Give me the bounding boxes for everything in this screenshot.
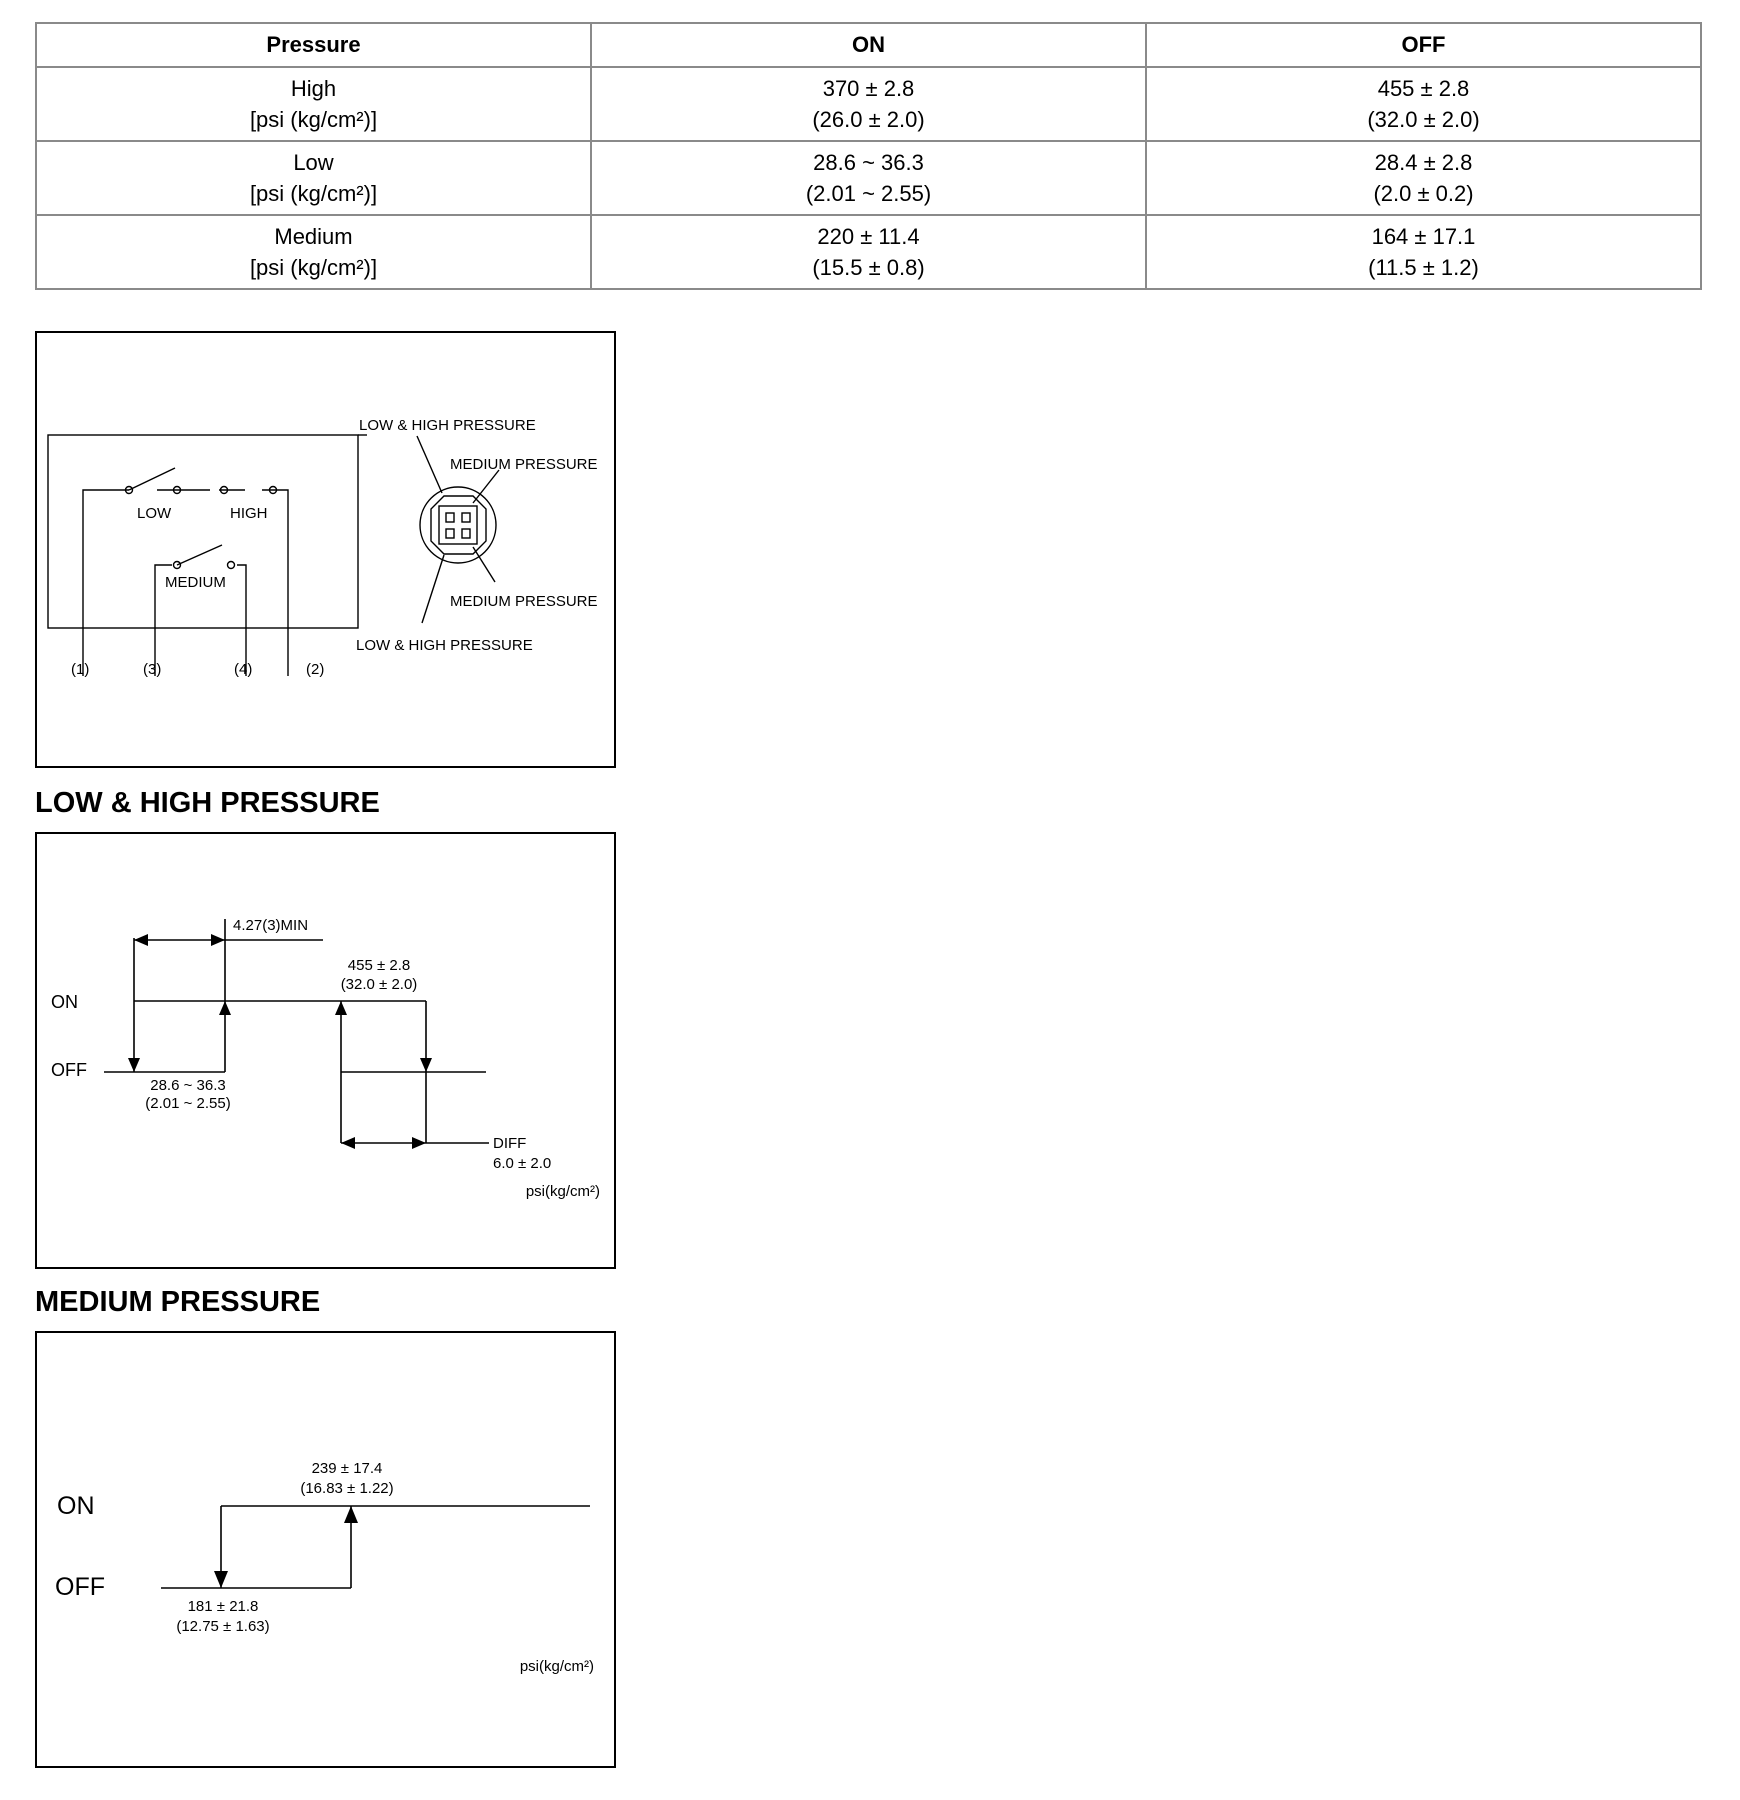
on-value: 28.6 ~ 36.3 [813, 150, 924, 175]
on-value-cell [591, 141, 1146, 215]
min-interval-label: 4.27(3)MIN [233, 917, 309, 934]
medium-pressure-figure [35, 1331, 616, 1768]
low-high-hysteresis-diagram [37, 834, 614, 1267]
on-value-cell [591, 67, 1146, 141]
column-header-on: ON [591, 23, 1146, 67]
row-unit: [psi (kg/cm²)] [249, 255, 378, 280]
low-on-value: 28.6 ~ 36.3 [150, 1077, 226, 1094]
medium-hysteresis-diagram [37, 1333, 614, 1766]
off-value-metric: (32.0 ± 2.0) [1367, 107, 1480, 132]
off-state-label: OFF [51, 1060, 87, 1080]
table-header-row [36, 23, 1701, 67]
on-value: 239 ± 17.4 [311, 1460, 383, 1477]
terminal-4-label: (4) [234, 661, 253, 678]
callout-medium-top: MEDIUM PRESSURE [450, 456, 598, 473]
row-label: High [290, 76, 337, 101]
table-row [36, 141, 1701, 215]
row-label: Low [293, 150, 334, 175]
diff-value: 6.0 ± 2.0 [493, 1155, 552, 1172]
low-high-pressure-heading: LOW & HIGH PRESSURE [35, 787, 380, 819]
off-value: 455 ± 2.8 [1377, 76, 1470, 101]
row-unit: [psi (kg/cm²)] [249, 107, 378, 132]
high-switch-label: HIGH [230, 505, 268, 522]
row-label-cell [36, 141, 591, 215]
off-value-metric: (2.0 ± 0.2) [1373, 181, 1474, 206]
diff-label: DIFF [493, 1135, 527, 1152]
on-value: 370 ± 2.8 [822, 76, 915, 101]
medium-switch-label: MEDIUM [165, 574, 226, 591]
column-header-pressure: Pressure [36, 23, 591, 67]
callout-low-high-top: LOW & HIGH PRESSURE [359, 417, 536, 434]
off-value-cell [1146, 215, 1701, 289]
pressure-spec-table [35, 22, 1702, 290]
off-value-cell [1146, 141, 1701, 215]
off-value: 181 ± 21.8 [187, 1598, 259, 1615]
row-label-cell [36, 67, 591, 141]
table-row [36, 67, 1701, 141]
on-value: 220 ± 11.4 [817, 224, 920, 249]
switch-schematic-drawing [37, 333, 614, 766]
low-switch-label: LOW [137, 505, 172, 522]
off-value: 164 ± 17.1 [1371, 224, 1476, 249]
row-label-cell [36, 215, 591, 289]
on-state-label: ON [57, 1492, 95, 1520]
terminal-1-label: (1) [71, 661, 90, 678]
terminal-3-label: (3) [143, 661, 162, 678]
row-unit: [psi (kg/cm²)] [249, 181, 378, 206]
on-value-cell [591, 215, 1146, 289]
terminal-2-label: (2) [306, 661, 325, 678]
unit-label: psi(kg/cm²) [525, 1183, 600, 1200]
row-label: Medium [274, 224, 353, 249]
switch-housing [48, 435, 358, 628]
high-off-value: 455 ± 2.8 [347, 957, 411, 974]
connector-face-icon [420, 487, 496, 563]
low-switch-blade [129, 468, 175, 490]
unit-label: psi(kg/cm²) [519, 1658, 594, 1675]
callout-low-high-bottom: LOW & HIGH PRESSURE [356, 637, 533, 654]
on-value-metric: (2.01 ~ 2.55) [805, 181, 932, 206]
table-row [36, 215, 1701, 289]
off-value-metric: (11.5 ± 1.2) [1368, 255, 1479, 280]
on-state-label: ON [51, 992, 78, 1012]
off-value-metric: (12.75 ± 1.63) [176, 1618, 270, 1635]
on-value-metric: (15.5 ± 0.8) [812, 255, 925, 280]
off-value-cell [1146, 67, 1701, 141]
on-value-metric: (26.0 ± 2.0) [812, 107, 925, 132]
medium-pressure-heading: MEDIUM PRESSURE [35, 1286, 321, 1318]
on-value-metric: (16.83 ± 1.22) [300, 1480, 394, 1497]
off-state-label: OFF [55, 1573, 105, 1601]
medium-switch-blade [177, 545, 222, 565]
low-high-pressure-figure [35, 832, 616, 1269]
column-header-off: OFF [1146, 23, 1701, 67]
switch-schematic-figure [35, 331, 616, 768]
callout-medium-bottom: MEDIUM PRESSURE [450, 593, 598, 610]
high-off-value-metric: (32.0 ± 2.0) [340, 976, 418, 993]
low-on-value-metric: (2.01 ~ 2.55) [145, 1095, 231, 1112]
off-value: 28.4 ± 2.8 [1374, 150, 1473, 175]
